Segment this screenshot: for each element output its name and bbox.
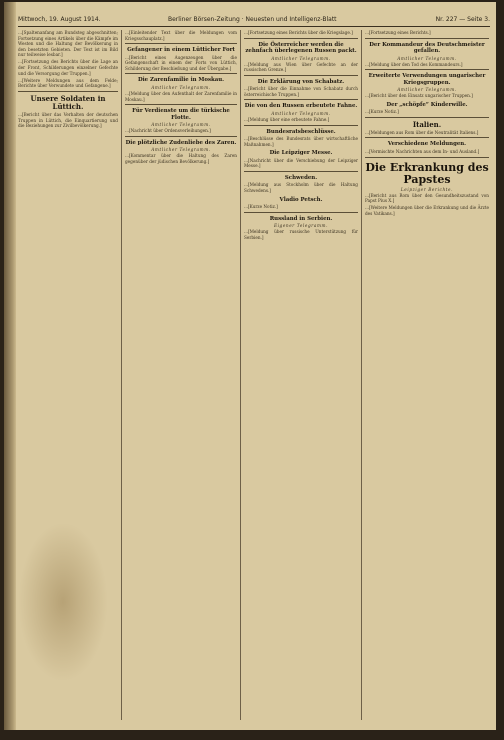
column-rule <box>121 30 122 720</box>
divider <box>365 69 489 70</box>
col4-headline: Italien. <box>412 119 442 129</box>
col1-paragraph: ...[Fortsetzung des Berichts über die Lage an der Front, Schilderungen einzelner Gefechte und die Versorgung der Truppen.] <box>18 59 118 76</box>
col4-main-headline: Die Erkrankung des Papstes <box>365 160 489 186</box>
col4-paragraph: ...[Bericht über den Einsatz ungarischer Truppen.] <box>365 93 473 99</box>
divider <box>244 38 358 39</box>
col3-dateline: Amtlicher Telegramm. <box>271 110 331 116</box>
col4-paragraph: ...[Vermischte Nachrichten aus dem In- und Ausland.] <box>365 148 480 154</box>
divider <box>125 136 237 137</box>
divider <box>365 137 489 138</box>
page-header <box>18 14 490 27</box>
col4-paragraph: ...[Kurze Notiz.] <box>365 109 399 115</box>
col4-dateline: Leipziger Berichte. <box>400 186 454 192</box>
col3-paragraph: ...[Meldung über eine erbeutete Fahne.] <box>244 116 330 122</box>
col2-paragraph: ...[Nachricht über Ordensverleihungen.] <box>125 128 211 134</box>
divider <box>244 212 358 213</box>
col4-headline: Der „schöpfe“ Kinderwille. <box>386 101 468 108</box>
col1-paragraph: ...[Weitere Meldungen aus dem Felde; Berichte über Verwundete und Gefangene.] <box>18 77 118 89</box>
divider <box>365 117 489 118</box>
header-date: Mittwoch, 19. August 1914. <box>18 16 101 23</box>
col1-paragraph: ...[Bericht über das Verhalten der deutschen Truppen in Lüttich, die Einquartierung und die Beziehungen zur Zivilbevölkerung.] <box>18 111 118 129</box>
col1-headline: Unsere Soldaten in Lüttich. <box>30 93 106 111</box>
col4-paragraph: ...[Fortsetzung eines Berichts.] <box>365 30 431 35</box>
column-4 <box>365 30 489 720</box>
column-1 <box>18 30 118 720</box>
col3-paragraph: ...[Meldung aus Wien über Gefechte an der russischen Grenze.] <box>244 61 358 73</box>
col3-paragraph: ...[Meldung über russische Unterstützung für Serbien.] <box>244 229 358 240</box>
col2-headline: Gefangener in einem Lütticher Fort <box>127 47 235 54</box>
col3-headline: Die von den Russen erbeutete Fahne. <box>244 103 358 110</box>
col3-dateline: Eigener Telegramm. <box>273 223 329 229</box>
col4-paragraph: ...[Meldungen aus Rom über die Neutralität Italiens.] <box>365 129 479 135</box>
col3-headline: Vladio Petsch. <box>279 196 323 203</box>
col2-paragraph: ...[Einleitender Text über die Meldungen vom Kriegsschauplatz.] <box>125 30 237 41</box>
col1-paragraph: ...[Spaltenanfang am Bundsteg abgeschnitten; Fortsetzung eines Artikels über die Kämpfe im Westen und die Haltung der Bevölkerung in den besetzten Gebieten. Der Text ist im Bild nur teilweise lesbar.] <box>18 30 118 58</box>
col2-paragraph: ...[Bericht eines Augenzeugen über die Gefangenschaft in einem der Forts von Lüttich, Schilderung der Beschießung und der Übergabe.] <box>125 54 237 71</box>
col3-paragraph: ...[Meldung aus Stockholm über die Haltung Schwedens.] <box>244 182 358 194</box>
divider <box>125 104 237 105</box>
col3-paragraph: ...[Kurze Notiz.] <box>244 204 278 210</box>
col3-headline: Die Leipziger Messe. <box>269 150 333 157</box>
col2-dateline: Amtlicher Telegramm. <box>151 147 211 153</box>
col2-dateline: Amtlicher Telegramm. <box>151 84 211 90</box>
divider <box>365 38 489 39</box>
divider <box>18 91 118 92</box>
divider <box>244 171 358 172</box>
col3-headline: Bundesratsbeschlüsse. <box>266 128 336 135</box>
col4-paragraph: ...[Meldung über den Tod des Kommandeurs.] <box>365 61 463 67</box>
col4-dateline: Amtlicher Telegramm. <box>397 87 457 93</box>
col3-paragraph: ...[Bericht über die Einnahme von Schabatz durch österreichische Truppen.] <box>244 86 358 97</box>
divider <box>244 125 358 126</box>
col4-paragraph: ...[Bericht aus Rom über den Gesundheitszustand von Papst Pius X.] <box>365 192 489 204</box>
column-rule <box>240 30 241 720</box>
col3-paragraph: ...[Fortsetzung eines Berichts über die Kriegslage.] <box>244 30 353 35</box>
col4-dateline: Amtlicher Telegramm. <box>397 55 457 61</box>
divider <box>244 99 358 100</box>
col4-headline: Erweiterte Verwendungen ungarischer Kriegsgruppen. <box>368 73 486 86</box>
divider <box>125 73 237 74</box>
header-masthead: Berliner Börsen-Zeitung · Neuesten und Intelligenz-Blatt <box>168 16 337 23</box>
newspaper-page <box>4 2 496 730</box>
col2-paragraph: ...[Kommentar über die Haltung des Zaren gegenüber der jüdischen Bevölkerung.] <box>125 153 237 164</box>
col2-headline: Für Verdienste um die türkische Flotte. <box>132 108 230 121</box>
column-rule <box>361 30 362 720</box>
col4-headline: Verschiedene Meldungen. <box>387 141 467 148</box>
header-page-number: Nr. 227 — Seite 3. <box>435 16 490 23</box>
col2-headline: Die plötzliche Zudenliebe des Zaren. <box>125 139 237 146</box>
col3-headline: Schweden. <box>284 174 318 181</box>
column-3 <box>244 30 358 720</box>
col3-paragraph: ...[Beschlüsse des Bundesrats über wirtschaftliche Maßnahmen.] <box>244 136 358 147</box>
col3-headline: Russland in Serbien. <box>269 215 333 222</box>
col3-dateline: Amtlicher Telegramm. <box>271 55 331 61</box>
column-2 <box>125 30 237 720</box>
col2-dateline: Amtlicher Telegramm. <box>151 122 211 128</box>
divider <box>125 43 237 44</box>
col3-headline: Die Österreicher werden die zehnfach überlegenen Russen packt. <box>245 41 357 55</box>
col4-paragraph: ...[Weitere Meldungen über die Erkrankung und die Ärzte des Vatikans.] <box>365 205 489 216</box>
col3-headline: Die Erklärung von Schabatz. <box>257 78 345 85</box>
col3-paragraph: ...[Nachricht über die Verschiebung der Leipziger Messe.] <box>244 157 358 169</box>
col4-headline: Der Kommandeur des Deutschmeister gefallen. <box>369 41 485 55</box>
divider <box>365 157 489 158</box>
page-binding <box>4 2 16 730</box>
col2-paragraph: ...[Meldung über den Aufenthalt der Zarenfamilie in Moskau.] <box>125 90 237 102</box>
col2-headline: Die Zarenfamilie in Moskau. <box>137 77 225 84</box>
divider <box>244 75 358 76</box>
